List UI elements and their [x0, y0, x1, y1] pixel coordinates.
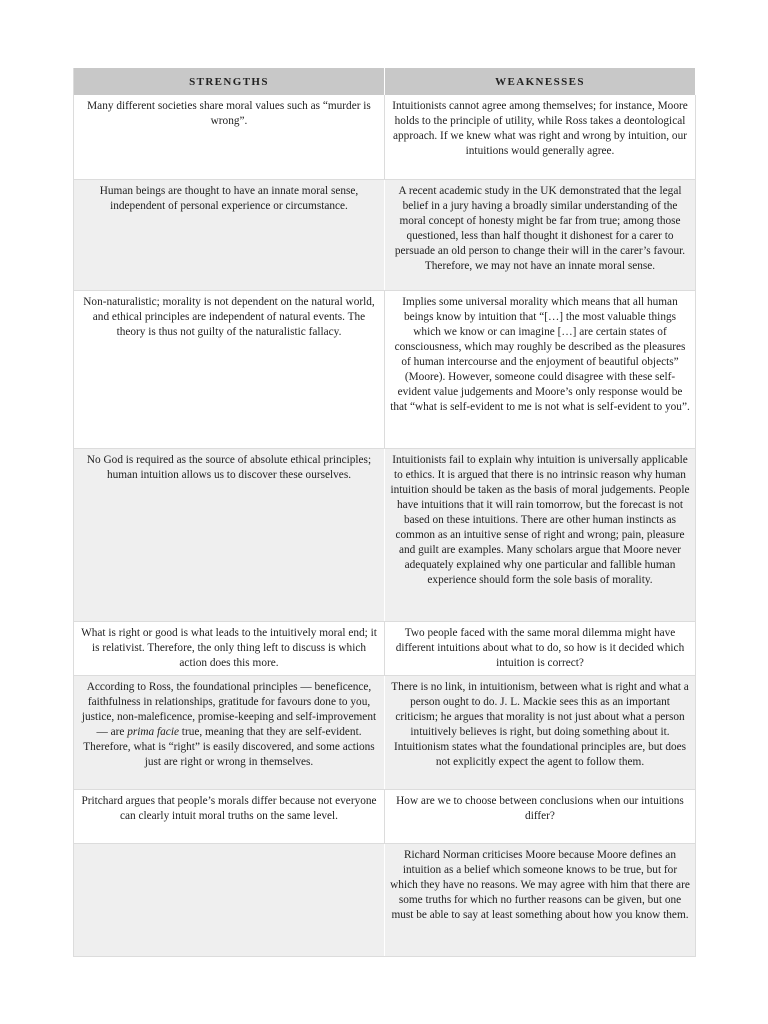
strength-cell: Human beings are thought to have an innate moral sense, independent of personal experience or circumstance. [74, 179, 385, 290]
strength-text-end: true, meaning that they are self-evident. Therefore, what is “right” is easily discovered, and some actions just are right or wrong in themselves. [83, 726, 375, 769]
header-row [74, 68, 696, 95]
table-row [74, 290, 696, 448]
strength-text-start: According to Ross, the foundational principles — beneficence, faithfulness in relationships, gratitude for favours done to you, justice, non-maleficence, promise-keeping and self-improvement — are [81, 680, 377, 739]
strength-cell: No God is required as the source of absolute ethical principles; human intuition allows us to discover these ourselves. [74, 448, 385, 621]
strength-cell: Many different societies share moral values such as “murder is wrong”. [74, 95, 385, 179]
weakness-cell: How are we to choose between conclusions when our intuitions differ? [385, 789, 696, 843]
strengths-weaknesses-table [73, 68, 696, 957]
strength-cell: Non-naturalistic; morality is not dependent on the natural world, and ethical principles are independent of natural events. The theory is thus not guilty of the naturalistic fallacy. [74, 290, 385, 448]
table-row [74, 843, 696, 956]
weakness-cell: Two people faced with the same moral dilemma might have different intuitions about what to do, so how is it decided which intuition is correct? [385, 621, 696, 675]
table-row [74, 179, 696, 290]
strength-cell: What is right or good is what leads to the intuitively moral end; it is relativist. Therefore, the only thing left to discuss is which action does this more. [74, 621, 385, 675]
table-row [74, 95, 696, 179]
weakness-cell: There is no link, in intuitionism, between what is right and what a person ought to do. J. L. Mackie sees this as an important criticism; he argues that morality is not just about what a person intuitively believes is right, but doing something about it. Intuitionism states what the foundational principles are, but does not explicitly expect the agent to follow them. [385, 675, 696, 789]
weakness-cell: Implies some universal morality which means that all human beings know by intuition that “[…] the most valuable things which we know or can imagine […] are certain states of consciousness, which may roughly be described as the pleasures of human intercourse and the enjoyment of beautiful objects” (Moore). However, someone could disagree with these self-evident value judgements and Moore’s only response would be that “what is self-evident to me is not what is self-evident to you”. [385, 290, 696, 448]
strength-cell: Pritchard argues that people’s morals differ because not everyone can clearly intuit moral truths on the same level. [74, 789, 385, 843]
strength-emphasis: prima facie [127, 726, 179, 739]
weakness-cell: Intuitionists fail to explain why intuition is universally applicable to ethics. It is argued that there is no intrinsic reason why human intuition should be taken as the basis of moral judgements. People have intuitions that it will rain tomorrow, but the forecast is not based on these intuitions. There are other human instincts as common as an intuitive sense of right and wrong; pain, pleasure and guilt are examples. Many scholars argue that Moore never adequately explained why one particular and fallible human experience should form the sole basis of morality. [385, 448, 696, 621]
table-row [74, 675, 696, 789]
weakness-cell: A recent academic study in the UK demonstrated that the legal belief in a jury having a broadly similar understanding of the moral concept of honesty might be far from true; among those questioned, less than half thought it dishonest for a carer to persuade an old person to change their will in the carer’s favour. Therefore, we may not have an innate moral sense. [385, 179, 696, 290]
strength-cell [74, 675, 385, 789]
weakness-cell: Intuitionists cannot agree among themselves; for instance, Moore holds to the principle of utility, while Ross takes a deontological approach. If we knew what was right and wrong by intuition, our intuitions would generally agree. [385, 95, 696, 179]
table-row [74, 621, 696, 675]
strengths-weaknesses-sheet [73, 68, 695, 957]
table-row [74, 789, 696, 843]
weakness-cell: Richard Norman criticises Moore because Moore defines an intuition as a belief which someone knows to be true, but for which they have no reasons. We may agree with him that there are some truths for which no further reasons can be given, but one must be able to say at least something about how you know them. [385, 843, 696, 956]
weaknesses-header: WEAKNESSES [385, 68, 696, 95]
strengths-header: STRENGTHS [74, 68, 385, 95]
strength-cell [74, 843, 385, 956]
table-row [74, 448, 696, 621]
